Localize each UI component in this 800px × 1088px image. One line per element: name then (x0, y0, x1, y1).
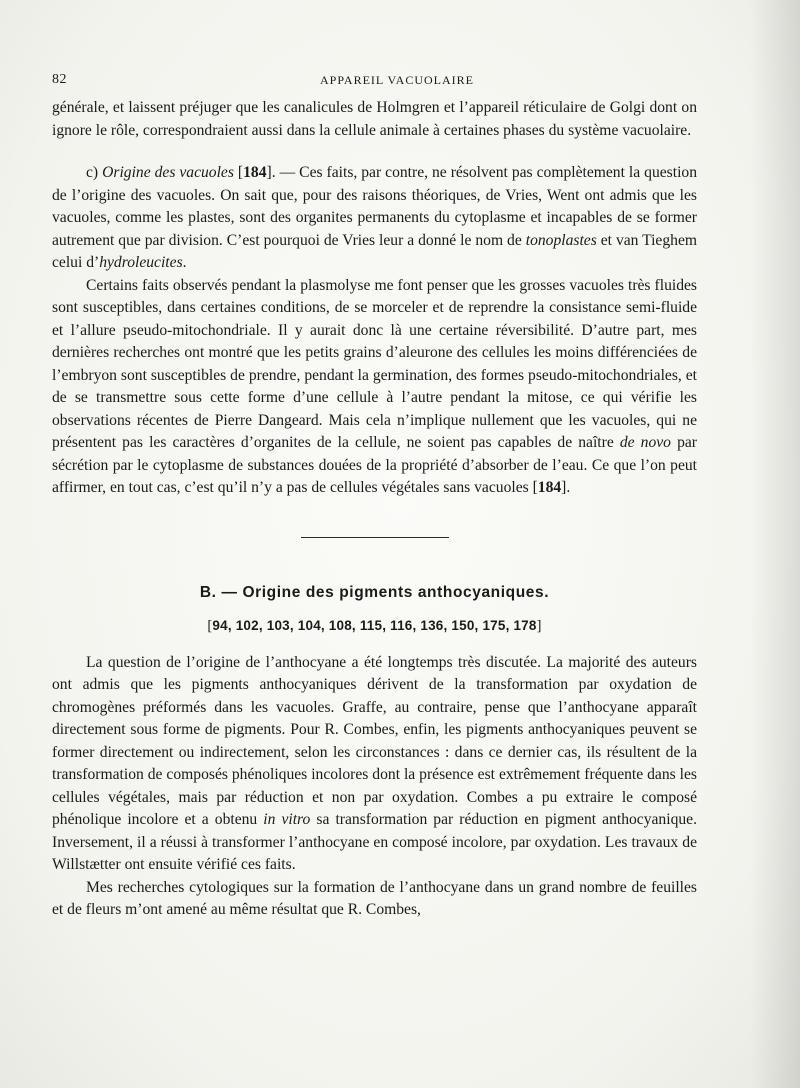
section-heading: B. — Origine des pigments anthocyaniques. (199, 583, 550, 601)
paragraph-recherches: Mes recherches cytologiques sur la formation de l’anthocyane dans un grand nombre de feuilles et de fleurs m’ont amené au même résultat que R. Combes, (52, 878, 697, 918)
paragraph-plasmolyse: Certains faits observés pendant la plasmolyse me font penser que les grosses vacuoles très fluides sont susceptibles, dans certaines conditions, de se morceler et de reprendre la consistance semi-fluide et l’allure pseudo-mitochondriale. Il y aurait donc là une certaine réversibilité. D’autre part, mes dernières recherches ont montré que les petits grains d’aleurone des cellules les moins différenciées de l’embryon sont susceptibles de prendre, pendant la germination, des formes pseudo-mitochondriales, et de se transmettre sous cette forme d’une cellule à l’autre pendant la mitose, ce qui vérifie les observations récentes de Pierre Dangeard. Mais cela n’implique nullement que les vacuoles, qui ne présentent pas les caractères d’organites de la cellule, ne soient pas capables de naître de novo par sécrétion par le cytoplasme de substances douées de la propriété d’absorber de l’eau. Ce que l’on peut affirmer, en tout cas, c’est qu’il n’y a pas de cellules végétales sans vacuoles [184]. (52, 276, 697, 496)
citation: [184]. (237, 164, 276, 181)
page-header (52, 72, 742, 92)
subsection-label: c) (86, 164, 99, 181)
page-number: 82 (52, 72, 67, 87)
term-de-novo: de novo (619, 434, 671, 451)
term-tonoplastes: tonoplastes (525, 231, 597, 249)
paragraph-continuation: générale, et laissent préjuger que les canalicules de Holmgren et l’appareil réticulaire de Golgi dont on ignore le rôle, correspondraient aussi dans la cellule animale à certaines phases du système vacuolaire. (52, 99, 697, 139)
term-in-vitro: in vitro (263, 811, 311, 828)
section-divider (301, 537, 449, 538)
subsection-title: Origine des vacuoles (102, 164, 234, 181)
reference-numbers: 94, 102, 103, 104, 108, 115, 116, 136, 150, 175, 178 (212, 618, 537, 633)
term-hydroleucites: hydroleucites (99, 254, 183, 271)
running-title: APPAREIL VACUOLAIRE (319, 73, 475, 87)
paragraph-anthocyane: La question de l’origine de l’anthocyane a été longtemps très discutée. La majorité des auteurs ont admis que les pigments anthocyaniques dérivent de la transformation par oxydation de chromogènes préformés dans les vacuoles. Graffe, au contraire, pense que l’anthocyane apparaît directement sous forme de pigments. Pour R. Combes, enfin, les pigments anthocyaniques peuvent se former directement ou indirectement, selon les circonstances : dans ce dernier cas, ils résultent de la transformation de composés phénoliques incolores dont la présence est extrêmement fréquente dans les cellules végétales, mais par réduction et non par oxydation. Combes a pu extraire le composé phénolique incolore et a obtenu in vitro sa transformation par réduction en pigment anthocyanique. Inversement, il a réussi à transformer l’anthocyane en composé incolore, par oxydation. Les travaux de Willstætter ont ensuite vérifié ces faits. (52, 653, 697, 873)
section-references: [94, 102, 103, 104, 108, 115, 116, 136, 150, 175, 178] (207, 618, 542, 634)
page-body (52, 97, 697, 922)
citation-number: 184 (243, 164, 267, 181)
paragraph-origine-vacuoles: c) Origine des vacuoles [184]. — Ces faits, par contre, ne résolvent pas complètement la question de l’origine des vacuoles. On sait que, pour des raisons théoriques, de Vries, Went ont admis que les vacuoles, comme les plastes, sont des organites permanents du cytoplasme et incapables de se former autrement que par division. C’est pourquoi de Vries leur a donné le nom de tonoplastes et van Tieghem celui d’hydroleucites. (52, 164, 698, 271)
citation-number: 184 (537, 479, 562, 496)
